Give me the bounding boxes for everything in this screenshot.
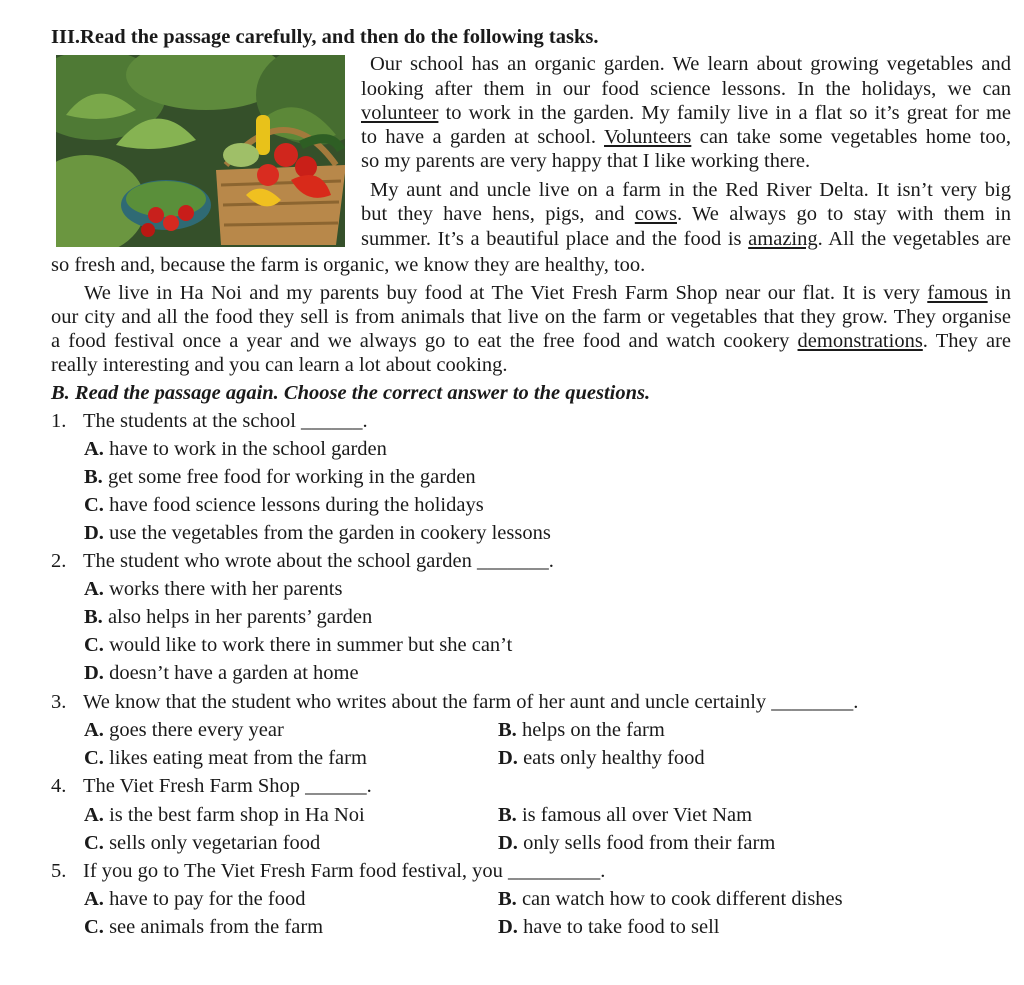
q5-option-a[interactable]: A. have to pay for the food	[84, 888, 306, 910]
underlined-word: cows	[634, 203, 677, 225]
question-5-number: 5.	[51, 860, 67, 882]
underlined-word: demonstrations	[797, 330, 923, 352]
q3-option-a[interactable]: A. goes there every year	[84, 719, 284, 741]
q4-option-b[interactable]: B. is famous all over Viet Nam	[498, 804, 753, 826]
passage-p3-line-1: We live in Ha Noi and my parents buy food at The Viet Fresh Farm Shop near our flat. It is very famous in	[84, 282, 1012, 304]
underlined-word: amazing	[748, 228, 818, 250]
q1-option-a[interactable]: A. have to work in the school garden	[84, 438, 387, 460]
question-3-text: We know that the student who writes about the farm of her aunt and uncle certainly ________.	[83, 691, 859, 713]
passage-p1-line-5: so my parents are very happy that I like working there.	[361, 150, 811, 172]
q5-option-b[interactable]: B. can watch how to cook different dishes	[498, 888, 843, 910]
question-2-text: The student who wrote about the school garden _______.	[83, 550, 554, 572]
question-1-text: The students at the school ______.	[83, 410, 368, 432]
q2-option-c[interactable]: C. would like to work there in summer but she can’t	[84, 634, 513, 656]
vegetable-basket-illustration	[56, 55, 345, 247]
passage-p3-line-2: our city and all the food they sell is from animals that live on the farm or vegetables that they grow. They organise	[51, 306, 1011, 328]
question-3-number: 3.	[51, 691, 67, 713]
passage-p2-line-3: summer. It’s a beautiful place and the food is amazing. All the vegetables are	[361, 228, 1011, 250]
passage-p1-line-1: Our school has an organic garden. We learn about growing vegetables and	[370, 53, 1011, 75]
q3-option-d[interactable]: D. eats only healthy food	[498, 747, 705, 769]
passage-p2-line-2: but they have hens, pigs, and cows. We always go to stay with them in	[361, 203, 1011, 225]
q5-option-c[interactable]: C. see animals from the farm	[84, 916, 324, 938]
q2-option-b[interactable]: B. also helps in her parents’ garden	[84, 606, 373, 628]
passage-p1-line-2: looking after them in our food science lessons. In the holidays, we can	[361, 78, 1011, 100]
q4-option-c[interactable]: C. sells only vegetarian food	[84, 832, 321, 854]
passage-p2-line-4: so fresh and, because the farm is organic, we know they are healthy, too.	[51, 254, 646, 276]
passage-p1-line-3: volunteer to work in the garden. My family live in a flat so it’s great for me	[361, 102, 1011, 124]
q1-option-c[interactable]: C. have food science lessons during the holidays	[84, 494, 484, 516]
underlined-word: volunteer	[361, 102, 439, 124]
task-b-heading: B. Read the passage again. Choose the correct answer to the questions.	[51, 382, 651, 404]
q4-option-a[interactable]: A. is the best farm shop in Ha Noi	[84, 804, 365, 826]
underlined-word: Volunteers	[604, 126, 692, 148]
q1-option-d[interactable]: D. use the vegetables from the garden in cookery lessons	[84, 522, 551, 544]
question-4-number: 4.	[51, 775, 67, 797]
question-5-text: If you go to The Viet Fresh Farm food festival, you _________.	[83, 860, 606, 882]
question-4-text: The Viet Fresh Farm Shop ______.	[83, 775, 372, 797]
q4-option-d[interactable]: D. only sells food from their farm	[498, 832, 776, 854]
passage-p1-line-4: to have a garden at school. Volunteers can take some vegetables home too,	[361, 126, 1011, 148]
passage-p3-line-4: really interesting and you can learn a lot about cooking.	[51, 354, 508, 376]
section-heading: III.Read the passage carefully, and then do the following tasks.	[51, 26, 599, 48]
q3-option-b[interactable]: B. helps on the farm	[498, 719, 665, 741]
q5-option-d[interactable]: D. have to take food to sell	[498, 916, 720, 938]
question-2-number: 2.	[51, 550, 67, 572]
q2-option-a[interactable]: A. works there with her parents	[84, 578, 343, 600]
q2-option-d[interactable]: D. doesn’t have a garden at home	[84, 662, 359, 684]
question-1-number: 1.	[51, 410, 67, 432]
q3-option-c[interactable]: C. likes eating meat from the farm	[84, 747, 367, 769]
vegetable-basket-image	[56, 55, 345, 247]
passage-p3-line-3: a food festival once a year and we always go to eat the free food and watch cookery demonstrations. They are	[51, 330, 1011, 352]
underlined-word: famous	[927, 282, 988, 304]
q1-option-b[interactable]: B. get some free food for working in the garden	[84, 466, 476, 488]
passage-p2-line-1: My aunt and uncle live on a farm in the Red River Delta. It isn’t very big	[370, 179, 1011, 201]
